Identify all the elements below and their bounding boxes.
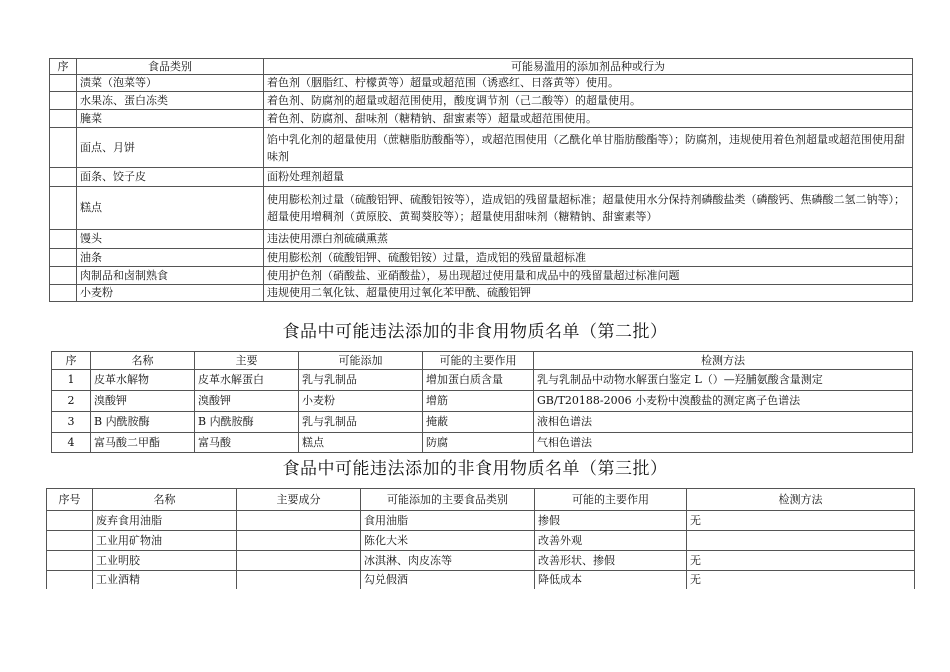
food-category: 面点、月饼 <box>77 128 264 168</box>
substance-name: 富马酸二甲酯 <box>91 433 195 453</box>
table-row <box>52 370 913 391</box>
main-component <box>237 571 361 589</box>
table-row <box>52 433 913 453</box>
detection-method: 液相色谱法 <box>534 412 913 433</box>
main-component <box>237 531 361 551</box>
main-component: 溴酸钾 <box>195 391 299 412</box>
possible-food: 小麦粉 <box>299 391 423 412</box>
main-effect: 增加蛋白质含量 <box>423 370 534 391</box>
main-component: B 内酰胺酶 <box>195 412 299 433</box>
food-category: 面条、饺子皮 <box>77 168 264 187</box>
table-row <box>50 187 913 230</box>
section-title-batch-2: 食品中可能违法添加的非食用物质名单（第二批） <box>282 322 668 342</box>
detection-method: 无 <box>687 551 915 571</box>
table-row <box>50 267 913 285</box>
header-no: 序 <box>50 59 77 75</box>
header-detection-method: 检测方法 <box>687 489 915 511</box>
substance-name: 工业用矿物油 <box>93 531 237 551</box>
food-category: 食用油脂 <box>361 511 535 531</box>
table-row <box>47 531 915 551</box>
substance-name: 溴酸钾 <box>91 391 195 412</box>
section-title-batch-3: 食品中可能违法添加的非食用物质名单（第三批） <box>282 459 668 479</box>
table-row <box>50 128 913 168</box>
table-row <box>50 92 913 110</box>
main-effect: 掩蔽 <box>423 412 534 433</box>
table-row <box>52 391 913 412</box>
table-row <box>52 412 913 433</box>
header-main-component: 主要成分 <box>237 489 361 511</box>
header-food-category: 食品类别 <box>77 59 264 75</box>
possible-food: 乳与乳制品 <box>299 412 423 433</box>
table-row <box>50 75 913 92</box>
header-main-effect: 可能的主要作用 <box>535 489 687 511</box>
substance-name: 工业明胶 <box>93 551 237 571</box>
non-food-substance-table-batch-2 <box>51 351 913 453</box>
food-category: 渍菜（泡菜等） <box>77 75 264 92</box>
header-no: 序 <box>52 352 91 370</box>
food-category: 油条 <box>77 249 264 267</box>
table-row <box>50 285 913 302</box>
detection-method: 气相色谱法 <box>534 433 913 453</box>
main-effect: 掺假 <box>535 511 687 531</box>
main-component: 富马酸 <box>195 433 299 453</box>
row-no: 3 <box>52 412 91 433</box>
header-food-category: 可能添加的主要食品类别 <box>361 489 535 511</box>
detection-method: 无 <box>687 571 915 589</box>
table-row <box>50 168 913 187</box>
food-category: 糕点 <box>77 187 264 230</box>
header-possible-addition: 可能添加 <box>299 352 423 370</box>
additive-abuse-table <box>49 58 913 302</box>
row-no: 2 <box>52 391 91 412</box>
detection-method: GB/T20188-2006 小麦粉中溴酸盐的测定离子色谱法 <box>534 391 913 412</box>
food-category: 勾兑假酒 <box>361 571 535 589</box>
additive-behavior: 着色剂、防腐剂的超量或超范围使用，酸度调节剂（己二酸等）的超量使用。 <box>264 92 913 110</box>
header-detection-method: 检测方法 <box>534 352 913 370</box>
possible-food: 乳与乳制品 <box>299 370 423 391</box>
header-additive-behavior: 可能易滥用的添加剂品种或行为 <box>264 59 913 75</box>
additive-behavior: 馅中乳化剂的超量使用（蔗糖脂肪酸酯等），或超范围使用（乙酰化单甘脂肪酸酯等）；防腐剂，违规使用着色剂超量或超范围使用甜味剂 <box>264 128 913 168</box>
possible-food: 糕点 <box>299 433 423 453</box>
header-serial-no: 序号 <box>47 489 93 511</box>
table-row <box>50 230 913 249</box>
additive-behavior: 使用膨松剂（硫酸铝钾、硫酸铝铵）过量，造成铝的残留量超标准 <box>264 249 913 267</box>
additive-behavior: 面粉处理剂超量 <box>264 168 913 187</box>
table-row <box>50 249 913 267</box>
header-main: 主要 <box>195 352 299 370</box>
food-category: 肉制品和卤制熟食 <box>77 267 264 285</box>
additive-behavior: 违法使用漂白剂硫磺熏蒸 <box>264 230 913 249</box>
additive-behavior: 着色剂（胭脂红、柠檬黄等）超量或超范围（诱惑红、日落黄等）使用。 <box>264 75 913 92</box>
food-category: 腌菜 <box>77 110 264 128</box>
table-row <box>47 571 915 589</box>
row-no: 4 <box>52 433 91 453</box>
table-row <box>50 110 913 128</box>
substance-name: 皮革水解物 <box>91 370 195 391</box>
food-category: 陈化大米 <box>361 531 535 551</box>
main-effect: 增筋 <box>423 391 534 412</box>
food-category: 水果冻、蛋白冻类 <box>77 92 264 110</box>
main-effect: 改善形状、掺假 <box>535 551 687 571</box>
main-component <box>237 551 361 571</box>
main-component: 皮革水解蛋白 <box>195 370 299 391</box>
substance-name: 废弃食用油脂 <box>93 511 237 531</box>
food-category: 馒头 <box>77 230 264 249</box>
main-effect: 降低成本 <box>535 571 687 589</box>
header-name: 名称 <box>91 352 195 370</box>
food-category: 小麦粉 <box>77 285 264 302</box>
food-category: 冰淇淋、肉皮冻等 <box>361 551 535 571</box>
detection-method: 无 <box>687 511 915 531</box>
header-name: 名称 <box>93 489 237 511</box>
substance-name: 工业酒精 <box>93 571 237 589</box>
table-row <box>47 511 915 531</box>
table-row <box>47 551 915 571</box>
additive-behavior: 使用膨松剂过量（硫酸铝钾、硫酸铝铵等），造成铝的残留量超标准；超量使用水分保持剂磷酸盐类（磷酸钙、焦磷酸二氢二钠等）；超量使用增稠剂（黄原胶、黄蜀葵胶等）；超量使用甜味剂（糖精钠、甜蜜素等） <box>264 187 913 230</box>
detection-method: 乳与乳制品中动物水解蛋白鉴定 L（）—羟脯氨酸含量测定 <box>534 370 913 391</box>
main-effect: 改善外观 <box>535 531 687 551</box>
detection-method <box>687 531 915 551</box>
additive-behavior: 着色剂、防腐剂、甜味剂（糖精钠、甜蜜素等）超量或超范围使用。 <box>264 110 913 128</box>
header-main-effect: 可能的主要作用 <box>423 352 534 370</box>
non-food-substance-table-batch-3 <box>46 488 915 589</box>
substance-name: B 内酰胺酶 <box>91 412 195 433</box>
additive-behavior: 使用护色剂（硝酸盐、亚硝酸盐），易出现超过使用量和成品中的残留量超过标准问题 <box>264 267 913 285</box>
row-no: 1 <box>52 370 91 391</box>
main-component <box>237 511 361 531</box>
main-effect: 防腐 <box>423 433 534 453</box>
additive-behavior: 违规使用二氧化钛、超量使用过氧化苯甲酰、硫酸铝钾 <box>264 285 913 302</box>
